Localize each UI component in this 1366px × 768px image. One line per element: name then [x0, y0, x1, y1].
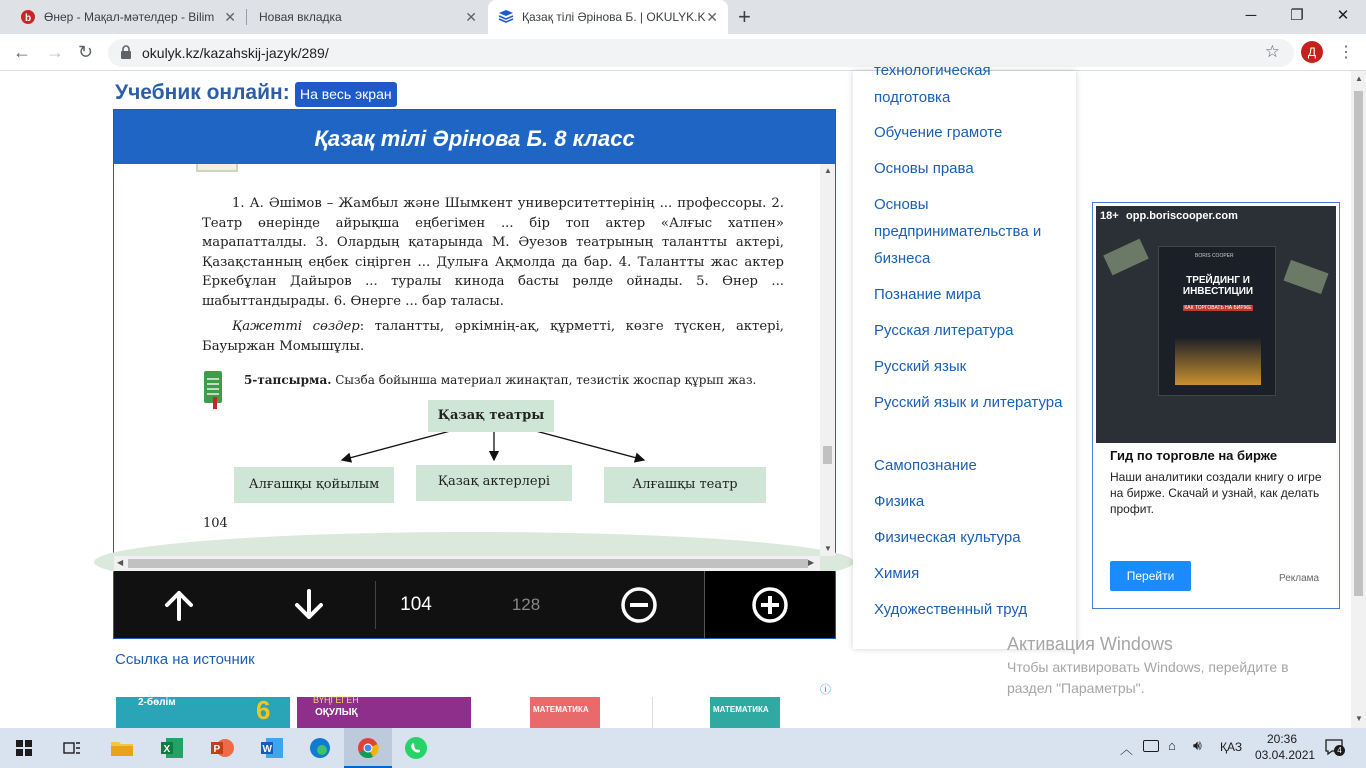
ad-cta-button[interactable]: Перейти [1110, 561, 1191, 591]
book-thumbnail[interactable] [297, 697, 471, 732]
sidebar-item[interactable]: Русская литература [874, 322, 1014, 339]
edge-button[interactable] [296, 728, 344, 768]
close-tab-icon[interactable]: ✕ [706, 9, 718, 25]
ad-label: Реклама [1279, 573, 1320, 584]
ad-image[interactable] [1096, 206, 1336, 443]
file-explorer-button[interactable] [98, 728, 146, 768]
scroll-thumb[interactable] [1354, 91, 1363, 596]
current-page-input[interactable]: 104 [400, 593, 432, 615]
horizontal-scrollbar[interactable] [114, 556, 820, 571]
forward-icon[interactable]: → [46, 42, 64, 62]
ad-domain: opp.boriscooper.com [1126, 210, 1238, 222]
ad-money-decoration [1103, 239, 1149, 276]
ad-book-title: ТРЕЙДИНГ И ИНВЕСТИЦИИ [1182, 275, 1254, 297]
advertisement[interactable] [1092, 202, 1340, 609]
ad-book-chart [1175, 337, 1261, 385]
next-page-button[interactable] [274, 571, 344, 638]
thumbnail-text: МАТЕМАТИКА [713, 705, 769, 714]
thumbnail-text: 2-бөлім [138, 697, 176, 708]
task-label: 5-тапсырма. [244, 373, 332, 387]
sidebar-item[interactable]: Познание мира [874, 286, 982, 303]
close-tab-icon[interactable]: ✕ [465, 9, 477, 25]
word-icon [260, 737, 284, 759]
book-favicon-icon [498, 9, 514, 25]
source-link[interactable]: Ссылка на источник [115, 651, 255, 668]
keyboard-language[interactable]: ҚАЗ [1220, 740, 1243, 754]
tray-volume-icon[interactable]: 🔊︎ [1193, 737, 1202, 753]
scroll-up-icon[interactable]: ▲ [1355, 74, 1363, 83]
star-icon[interactable]: ☆ [1264, 42, 1280, 61]
ad-book-brand: BORIS COOPER [1195, 253, 1234, 259]
powerpoint-button[interactable] [198, 728, 246, 768]
windows-activation-title: Активация Windows [1007, 634, 1173, 654]
url-text: okulyk.kz/kazahskij-jazyk/289/ [142, 45, 329, 61]
needed-words-label: Қажетті сөздер [232, 319, 360, 334]
sidebar-item[interactable]: Основы права [874, 160, 974, 177]
ad-money-decoration [1283, 260, 1328, 294]
notification-center-button[interactable] [1324, 738, 1344, 756]
windows-logo-icon [16, 740, 32, 756]
exercise-paragraph: 1. А. Әшімов – Жамбыл және Шымкент университеттерінің ... профессоры. 2. Театр өнерінде айрықша еңбегімен ... бір топ актер «Алғыс хатпен» марапатталды. 3. Олардың қатарында М. Әуезов театрының талантты актері, Қазақстанның еңбек сіңірген ... Дулыға Ақмолда да бар. 4. Талантты жас актер Еркебұлан Дайыров ... туралы кинода басты рөлде ойнады. 5. Өнер ... шабыттандырады. 6. Өнерге ... бар таласы. [202, 196, 784, 309]
thumbnail-text: 6 [256, 695, 271, 725]
svg-text:P: P [213, 744, 221, 755]
minus-circle-icon [620, 586, 658, 624]
start-button[interactable] [0, 728, 48, 768]
sidebar-item[interactable]: Основы предпринимательства и бизнеса [874, 196, 1042, 267]
edge-icon [309, 737, 331, 759]
menu-icon[interactable]: ⋮ [1338, 44, 1354, 61]
thumbnail-text: МАТЕМАТИКА [533, 705, 589, 714]
vertical-scrollbar[interactable] [820, 164, 835, 556]
tab-title: Өнер - Мақал-мәтелдер - Bilim [44, 10, 215, 24]
arrow-up-icon [163, 589, 195, 621]
back-icon[interactable]: ← [13, 42, 31, 62]
clock-time[interactable]: 20:36 [1267, 732, 1298, 746]
needed-words-text: : талантты, әркімнің-ақ, құрметті, көзге түскен, актері, Бауыржан Момышұлы. [202, 319, 784, 354]
ad-headline[interactable]: Гид по торговле на бирже [1110, 448, 1278, 463]
sidebar-item[interactable]: Физическая культура [874, 529, 1021, 546]
tray-chevron-up-icon[interactable]: ︿ [1120, 742, 1134, 757]
scroll-up-icon[interactable]: ▲ [824, 166, 832, 175]
book-thumbnail[interactable] [116, 697, 290, 732]
subjects-sidebar [853, 62, 1076, 649]
page-title: Учебник онлайн: [115, 81, 290, 104]
arrow-down-icon [293, 589, 325, 621]
word-button[interactable] [248, 728, 296, 768]
zoom-in-button[interactable] [704, 571, 835, 638]
sidebar-item[interactable]: Русский язык и литература [874, 394, 1063, 411]
close-window-button[interactable]: ✕ [1336, 7, 1350, 24]
hscroll-thumb[interactable] [128, 559, 808, 568]
windows-taskbar [0, 728, 1366, 768]
tray-network-icon[interactable]: ⌂ [1168, 738, 1176, 753]
task-description: Сызба бойынша материал жинақтап, тезистік жоспар құрып жаз. [331, 373, 757, 387]
scroll-left-icon[interactable]: ◀ [117, 558, 124, 567]
book-thumbnail[interactable] [710, 697, 780, 732]
folder-icon [110, 738, 134, 758]
diagram-root-box: Қазақ театры [428, 400, 554, 432]
diagram-child-box: Алғашқы қойылым [234, 467, 394, 503]
reload-icon[interactable]: ↻ [78, 42, 94, 62]
scroll-right-icon[interactable]: ▶ [808, 558, 815, 567]
ad-info-icon[interactable]: ⓘ [820, 684, 831, 696]
diagram-child-box: Алғашқы театр [604, 467, 766, 503]
total-pages: 128 [511, 594, 541, 614]
sidebar-item[interactable]: Русский язык [874, 358, 967, 375]
ad-book-cover [1158, 246, 1276, 396]
windows-activation-text: Чтобы активировать Windows, перейдите в раздел "Параметры". [1007, 659, 1289, 696]
thumbnail-text: ВҮҢГЕГЕН [313, 695, 359, 705]
chrome-icon [357, 737, 379, 759]
restore-button[interactable]: ❐ [1290, 7, 1304, 24]
tray-keyboard-icon[interactable] [1143, 740, 1159, 752]
prev-page-button[interactable] [144, 571, 214, 638]
svg-text:W: W [262, 744, 272, 755]
book-thumbnail[interactable] [530, 697, 600, 732]
book-page-number: 104 [203, 516, 228, 531]
new-tab-button[interactable]: + [738, 4, 751, 29]
svg-text:b: b [25, 13, 32, 24]
sidebar-item[interactable]: технологическая подготовка [874, 62, 991, 106]
whatsapp-icon [404, 736, 428, 760]
sidebar-item[interactable]: Физика [874, 493, 925, 510]
sidebar-item[interactable]: Химия [874, 565, 920, 582]
tab-bilim[interactable] [8, 0, 246, 34]
task-view-icon [63, 740, 81, 756]
tab-title: Қазақ тілі Әрінова Б. | OKULYK.K [522, 10, 706, 24]
profile-avatar[interactable]: Д [1301, 41, 1323, 63]
book-page [114, 164, 820, 556]
notification-count: 4 [1334, 745, 1345, 756]
clock-date[interactable]: 03.04.2021 [1255, 748, 1316, 762]
ad-body: Наши аналитики создали книгу о игре на бирже. Скачай и узнай, как делать профит. [1110, 470, 1322, 516]
scroll-down-icon[interactable]: ▼ [824, 544, 832, 553]
scroll-down-icon[interactable]: ▼ [1355, 714, 1363, 723]
minimize-button[interactable]: ─ [1245, 7, 1257, 24]
excel-button[interactable] [148, 728, 196, 768]
ad-age-badge: 18+ [1100, 210, 1119, 222]
lock-icon [120, 45, 132, 65]
close-tab-icon[interactable]: ✕ [224, 9, 236, 25]
fullscreen-button[interactable]: На весь экран [295, 82, 397, 107]
address-bar[interactable] [108, 39, 1294, 67]
whatsapp-button[interactable] [392, 728, 440, 768]
chrome-button[interactable] [344, 728, 392, 768]
plus-circle-icon [751, 586, 789, 624]
svg-text:X: X [163, 744, 171, 755]
sidebar-item[interactable]: Художественный труд [874, 601, 1028, 618]
powerpoint-icon [210, 737, 234, 759]
zoom-out-button[interactable] [604, 571, 674, 638]
bilim-favicon-icon [20, 9, 36, 25]
thumbnail-divider [652, 697, 653, 732]
thumbnail-text: ОҚУЛЫҚ [315, 707, 358, 718]
page-scrollbar[interactable] [1351, 71, 1366, 728]
sidebar-item[interactable]: Обучение грамоте [874, 124, 1003, 141]
browser-tab-bar [0, 0, 1366, 34]
task-view-button[interactable] [48, 728, 96, 768]
reader-controls [114, 571, 835, 638]
sidebar-item[interactable]: Самопознание [874, 457, 977, 474]
tab-okulyk[interactable] [488, 0, 728, 34]
diagram-child-box: Қазақ актерлері [416, 465, 572, 501]
book-title: Қазақ тілі Әрінова Б. 8 класс [114, 110, 835, 164]
ad-book-subtitle: КАК ТОРГОВАТЬ НА БИРЖЕ [1184, 305, 1252, 311]
browser-toolbar [0, 34, 1366, 71]
page-content [0, 62, 1366, 728]
tab-title: Новая вкладка [259, 10, 342, 24]
excel-icon [160, 737, 184, 759]
scroll-thumb[interactable] [823, 446, 832, 464]
book-reader [113, 109, 836, 639]
tab-new-tab[interactable] [247, 0, 487, 34]
